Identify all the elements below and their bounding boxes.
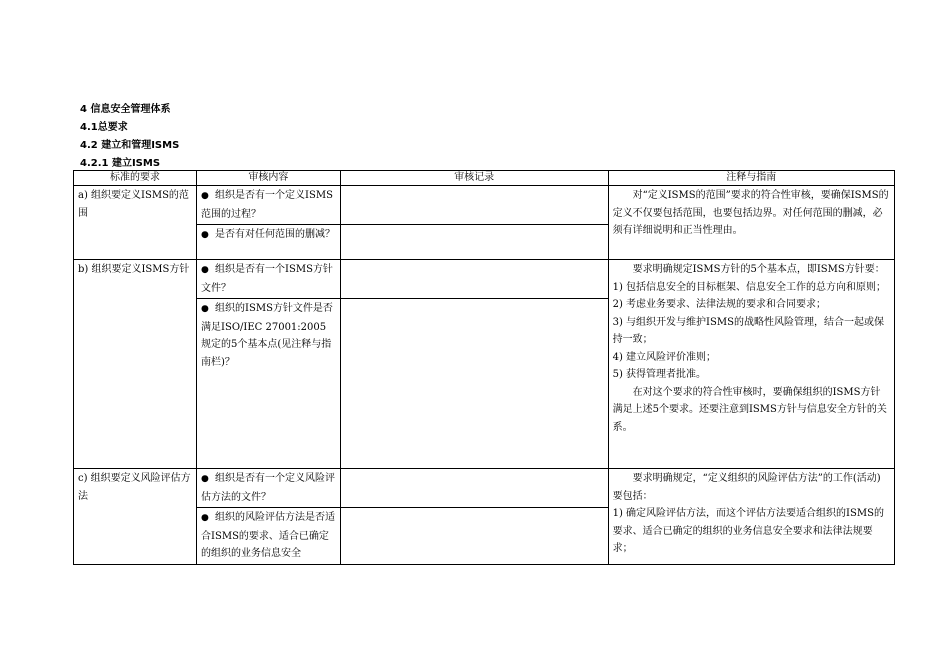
- audit-item-cell: ● 组织的ISMS方针文件是否满足ISO/IEC 27001:2005规定的5个基本点(见注释与指南栏)？: [197, 299, 341, 469]
- audit-record-cell[interactable]: [340, 260, 608, 299]
- header-audit-record: 审核记录: [340, 171, 608, 186]
- note-paragraph: 5) 获得管理者批准。: [612, 369, 707, 380]
- audit-record-cell[interactable]: [340, 299, 608, 469]
- note-paragraph: 在对这个要求的符合性审核时，要确保组织的ISMS方针满足上述5个要求。还要注意到ISMS方针与信息安全方针的关系。: [612, 386, 887, 433]
- note-paragraph: 4) 建立风险评价准则；: [612, 351, 717, 363]
- notes-cell: [608, 260, 894, 469]
- heading-general-requirements: 4.1总要求: [80, 122, 128, 133]
- header-requirement: 标准的要求: [74, 171, 197, 186]
- table-header-row: [74, 171, 895, 186]
- audit-item-cell: ● 是否有对任何范围的删减？: [197, 225, 341, 260]
- note-paragraph: 要求明确规定，“定义组织的风险评估方法”的工作(活动)要包括：: [612, 473, 881, 502]
- audit-checklist-table: [73, 170, 895, 565]
- note-paragraph: 对“定义ISMS的范围”要求的符合性审核，要确保ISMS的定义不仅要包括范围，也要包括边界。对任何范围的删减，必须有详细说明和正当性理由。: [612, 190, 889, 236]
- bullet-icon: ●: [201, 304, 209, 314]
- heading-establish-manage-isms: 4.2 建立和管理ISMS: [80, 140, 180, 151]
- requirement-cell: c) 组织要定义风险评估方法: [74, 469, 197, 565]
- audit-record-cell[interactable]: [340, 225, 608, 260]
- note-paragraph: 要求明确规定ISMS方针的5个基本点，即ISMS方针要：: [632, 264, 885, 275]
- notes-cell: [608, 186, 894, 260]
- audit-record-cell[interactable]: [340, 186, 608, 225]
- table-row: [74, 260, 895, 299]
- bullet-icon: ●: [201, 513, 209, 523]
- bullet-icon: ●: [201, 191, 209, 201]
- heading-establish-isms: 4.2.1 建立ISMS: [80, 158, 161, 169]
- bullet-icon: ●: [201, 474, 209, 484]
- header-audit-content: 审核内容: [197, 171, 341, 186]
- section-headings: [80, 101, 179, 173]
- bullet-icon: ●: [201, 265, 209, 275]
- audit-item-cell: ● 组织是否有一个定义风险评估方法的文件？: [197, 469, 341, 508]
- requirement-cell: a) 组织要定义ISMS的范围: [74, 186, 197, 260]
- table-row: [74, 469, 895, 508]
- heading-chapter: 4 信息安全管理体系: [80, 104, 171, 115]
- bullet-icon: ●: [201, 230, 209, 240]
- header-notes-guidance: 注释与指南: [608, 171, 894, 186]
- audit-item-cell: ● 组织是否有一个ISMS方针文件？: [197, 260, 341, 299]
- audit-item-cell: ● 组织是否有一个定义ISMS范围的过程？: [197, 186, 341, 225]
- note-paragraph: 3) 与组织开发与维护ISMS的战略性风险管理，结合一起或保持一致；: [612, 316, 884, 345]
- notes-cell: [608, 469, 894, 565]
- requirement-cell: b) 组织要定义ISMS方针: [74, 260, 197, 469]
- audit-record-cell[interactable]: [340, 469, 608, 508]
- note-paragraph: 1) 确定风险评估方法，而这个评估方法要适合组织的ISMS的要求、适合已确定的组织的业务信息安全要求和法律法规要求；: [612, 508, 884, 554]
- audit-record-cell[interactable]: [340, 508, 608, 565]
- audit-item-cell: ● 组织的风险评估方法是否适合ISMS的要求、适合已确定的组织的业务信息安全: [197, 508, 341, 565]
- note-paragraph: 2) 考虑业务要求、法律法规的要求和合同要求；: [612, 299, 827, 310]
- note-paragraph: 1) 包括信息安全的目标框架、信息安全工作的总方向和原则；: [612, 281, 887, 293]
- table-row: [74, 186, 895, 225]
